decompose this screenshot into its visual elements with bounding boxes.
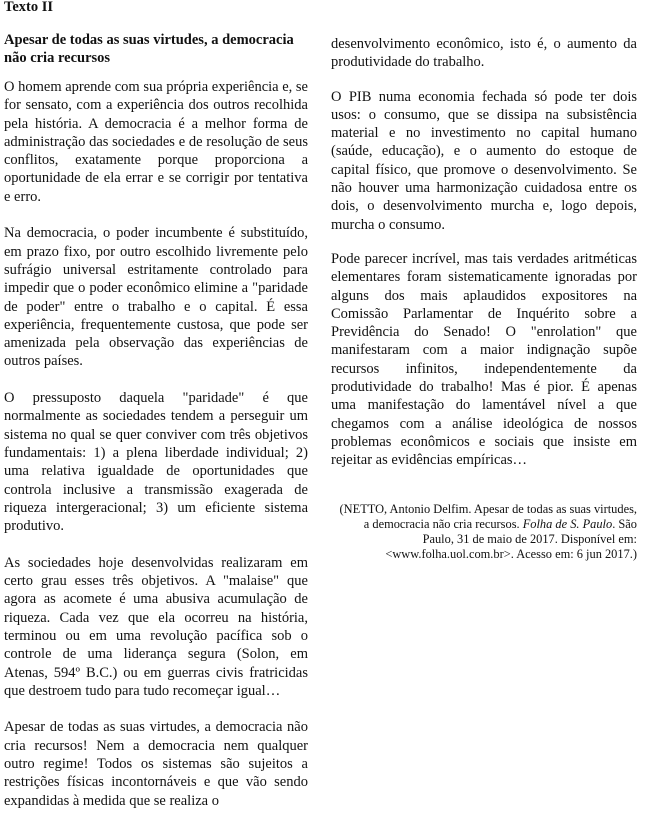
paragraph: Apesar de todas as suas virtudes, a democracia não cria recursos! Nem a democracia nem qualquer outro regime! Todos os sistemas são sujeitos a restrições físicas incontornáveis e que vão sendo expandidas à medida que se realiza o (4, 719, 308, 809)
paragraph: O PIB numa economia fechada só pode ter dois usos: o consumo, que se dissipa na subsistência material e no investimento no capital humano (saúde, educação), e o aumento do estoque de capital físico, que promove o desenvolvimento. Se não houver uma harmonização cuidadosa entre os dois, o desenvolvimento murcha e, logo depois, murcha o consumo. (331, 88, 637, 233)
citation (331, 502, 637, 563)
paragraph: O homem aprende com sua própria experiência e, se for sensato, com a experiência dos outros recolhida pela história. A democracia é a melhor forma de administração das sociedades e de resolução de seus conflitos, exatamente porque proporciona a oportunidade de ela errar e se corrigir por tentativa e erro. (4, 79, 308, 205)
citation-text: (NETTO, Antonio Delfim. Apesar de todas as suas virtudes, a democracia não cria recursos. (339, 501, 637, 531)
paragraph: Na democracia, o poder incumbente é substituído, em prazo fixo, por outro escolhido livremente pelo sufrágio universal estritamente controlado para impedir que o poder econômico elimine a "paridade de poder" entre o trabalho e o capital. É essa experiência, frequentemente custosa, que pode ser amenizada pela observação das experiências de outros países. (4, 225, 308, 370)
right-column (331, 35, 637, 562)
paragraph: As sociedades hoje desenvolvidas realizaram em certo grau esses três objetivos. A "malaise" que agora as acomete é uma abusiva acumulação de riqueza. Cada vez que ela ocorreu na história, terminou ou em uma revolução pacífica sob o controle de uma liderança segura (Solon, em Atenas, 594º B.C.) ou em guerras civis fratricidas que destroem tudo para tudo recomeçar igual… (4, 554, 308, 699)
citation-details: . São Paulo, 31 de maio de 2017. Disponível em: <www.folha.uol.com.br>. Acesso em: 6 jun 2017.) (385, 516, 637, 562)
article-title: Apesar de todas as suas virtudes, a democracia não cria recursos (4, 32, 294, 66)
citation-source: Folha de S. Paulo (522, 516, 613, 531)
paragraph: desenvolvimento econômico, isto é, o aumento da produtividade do trabalho. (331, 36, 637, 71)
text-heading: Texto II (4, 0, 54, 15)
paragraph: Pode parecer incrível, mas tais verdades aritméticas elementares foram sistematicamente ignoradas por alguns dos mais aplaudidos expositores na Comissão Parlamentar de Inquérito sobre a Previdência do Senado! O "enrolation" que manifestaram com a maior indignação supõe recursos infinitos, independentemente da produtividade do trabalho! Mas é pior. É apenas uma manifestação do lamentável nível a que chegamos com a análise ideológica de nossos problemas econômicos e sociais que insiste em rejeitar as evidências empíricas… (331, 250, 637, 469)
left-column (4, 31, 308, 828)
paragraph: O pressuposto daquela "paridade" é que normalmente as sociedades tendem a perseguir um sistema no qual se quer conviver com três objetivos fundamentais: 1) a plena liberdade individual; 2) uma relativa igualdade de oportunidades que controla inclusive a transmissão exagerada de riqueza intergeracional; 3) um eficiente sistema produtivo. (4, 390, 308, 535)
